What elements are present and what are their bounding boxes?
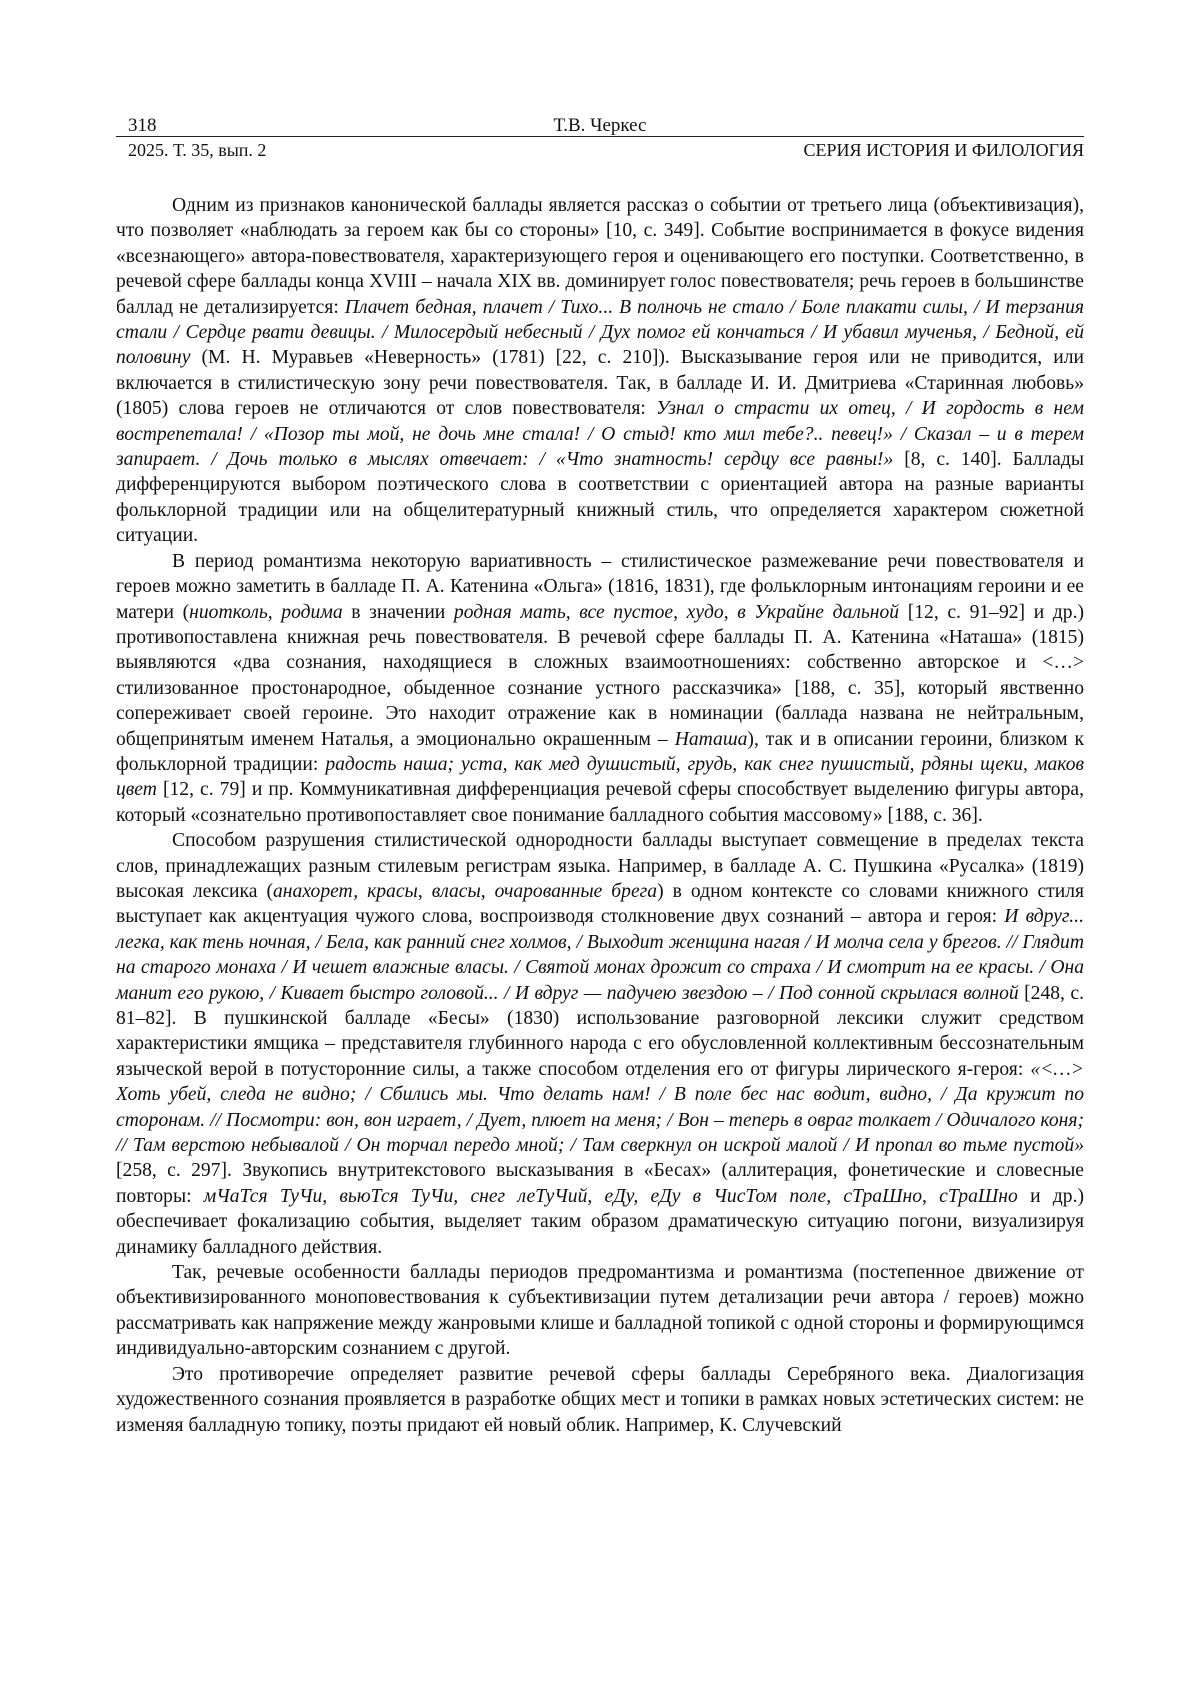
quoted-verse: И вдруг... легка, как тень ночная, / Бела, как ранний снег холмов, / Выходит женщина нагая / И молча села у брегов. // Глядит на старого монаха / И чешет влажные власы. / Святой монах дрожит со страха / И смотрит на ее красы. / Она манит его рукою, / Кивает быстро головой... / И вдруг — падучею звездою – / Под сонной скрылася волной	[116, 906, 1084, 1004]
text-run: ) в одном контексте со словами книжного стиля выступает как акцентуация чужого слова, воспроизводя столкновение двух сознаний – автора и героя:	[116, 880, 1085, 928]
quoted-verse: мЧаТся ТуЧи, вьюТся ТуЧи, снег леТуЧий, еДу, еДу в ЧисТом поле, сТраШно, сТраШно	[203, 1185, 1018, 1207]
quoted-verse: Наташа	[674, 728, 748, 750]
text-run: [12, с. 91–92] и др.) противопоставлена книжная речь повествователя. В речевой сфере баллады П. А. Катенина «Наташа» (1815) выявляются «два сознания, находящиеся в сложных взаимоотношениях: собственно авторское и <…> стилизованное простонародное, обыденное сознание устного рассказчика» [188, с. 35], который явственно сопереживает своей героине. Это находит отражение как в номинации (баллада названа не нейтральным, общепринятым именем Наталья, а эмоционально окрашенным –	[116, 601, 1084, 750]
article-body	[116, 193, 1084, 1438]
quoted-verse: ниотколь, родима	[189, 601, 343, 623]
text-run: Так, речевые особенности баллады периодов предромантизма и романтизма (постепенное движение от объективизированного моноповествования к субъективизации путем детализации речи автора / героев) можно рассматривать как напряжение между жанровыми клише и балладной топикой с одной стороны и формирующимся индивидуально-авторским сознанием с другой.	[116, 1262, 1084, 1360]
text-run: в значении	[342, 601, 454, 623]
text-run: [258, с. 297]. Звукопись внутритекстового высказывания в «Бесах» (аллитерация, фонетические и словесные повторы:	[116, 1160, 1084, 1207]
text-run: [248, с. 81–82]. В пушкинской балладе «Бесы» (1830) использование разговорной лексики служит средством характеристики ямщика – представителя глубинного народа с его обусловленной коллективным бессознательным языческой верой в потусторонние силы, а также способом отделения его от фигуры лирического я-героя:	[116, 982, 1084, 1080]
journal-series: СЕРИЯ ИСТОРИЯ И ФИЛОЛОГИЯ	[803, 140, 1084, 160]
quoted-verse: родная мать, все пустое, худо, в Украйне дальной	[453, 601, 900, 623]
text-run: В период романтизма некоторую вариативность – стилистическое размежевание речи повествователя и героев можно заметить в балладе П. А. Катенина «Ольга» (1816, 1831), где фольклорным интонациям героини и ее матери (	[116, 550, 1084, 623]
journal-volume: 2025. Т. 35, вып. 2	[128, 140, 267, 160]
text-run: [12, с. 79] и пр. Коммуникативная дифференциация речевой сферы способствует выделению фигуры автора, который «сознательно противопоставляет свое понимание балладного события массовому» [188, с. 36].	[116, 779, 1084, 826]
text-run: Это противоречие определяет развитие речевой сферы баллады Серебряного века. Диалогизация художественного сознания проявляется в разработке общих мест и топики в рамках новых эстетических систем: не изменяя балладную топику, поэты придают ей новый облик. Например, К. Случевский	[116, 1363, 1084, 1436]
text-run: ), так и в описании героини, близком к фольклорной традиции:	[116, 728, 1084, 775]
running-header	[116, 112, 1084, 136]
paragraph-1	[116, 193, 1084, 549]
text-run: [8, с. 140]. Баллады дифференцируются выбором поэтического слова в соответствии с ориентацией автора на разные варианты фольклорной традиции или на общелитературный книжный стиль, что определяется характером сюжетной ситуации.	[116, 449, 1084, 547]
quoted-verse: «<…> Хоть убей, следа не видно; / Сбились мы. Что делать нам! / В поле бес нас водит, видно, / Да кружит по сторонам. // Посмотри: вон, вон играет, / Дует, плюет на меня; / Вон – теперь в овраг толкает / Одичалого коня; // Там верстою небывалой / Он торчал передо мной; / Там сверкнул он искрой малой / И пропал во тьме пустой»	[116, 1058, 1084, 1157]
text-run: (М. Н. Муравьев «Неверность» (1781) [22, с. 210]). Высказывание героя или не приводится, или включается в стилистическую зону речи повествователя. Так, в балладе И. И. Дмитриева «Старинная любовь» (1805) слова героев не отличаются от слов повествователя:	[116, 347, 1084, 420]
quoted-verse: анахорет, красы, власы, очарованные брега	[273, 880, 658, 902]
quoted-verse: радость наша; уста, как мед душистый, грудь, как снег пушистый, рдяны щеки, маков цвет	[116, 753, 1085, 801]
quoted-verse: Плачет бедная, плачет / Тихо... В полночь не стало / Боле плакати силы, / И терзания стали / Сердце рвати девицы. / Милосердый небесный / Дух помог ей кончаться / И убавил мученья, / Бедной, ей половину	[116, 296, 1084, 369]
journal-info	[116, 137, 1084, 163]
paragraph-3	[116, 828, 1084, 1260]
journal-page	[116, 112, 1084, 1438]
quoted-verse: Узнал о страсти их отец, / И гордость в нем вострепетала! / «Позор ты мой, не дочь мне стала! / О стыд! кто мил тебе?.. певец!» / Сказал – и в терем запирает. / Дочь только в мыслях отвечает: / «Что знатность! сердцу все равны!»	[116, 398, 1084, 471]
text-run: Способом разрушения стилистической однородности баллады выступает совмещение в пределах текста слов, принадлежащих разным стилевым регистрам языка. Например, в балладе А. С. Пушкина «Русалка» (1819) высокая лексика (	[116, 830, 1084, 902]
paragraph-4	[116, 1260, 1084, 1362]
paragraph-2	[116, 549, 1084, 828]
page-number: 318	[128, 115, 157, 136]
text-run: и др.) обеспечивает фокализацию события, выделяет таким образом драматическую ситуацию погони, визуализируя динамику балладного действия.	[116, 1185, 1084, 1258]
text-run: Одним из признаков канонической баллады является рассказ о событии от третьего лица (объективизация), что позволяет «наблюдать за героем как бы со стороны» [10, с. 349]. Событие воспринимается в фокусе видения «всезнающего» автора-повествователя, характеризующего героя и оценивающего его поступки. Соответственно, в речевой сфере баллады конца XVIII – начала XIX вв. доминирует голос повествователя; речь героев в большинстве баллад не детализируется:	[116, 195, 1084, 318]
running-author: Т.В. Черкес	[553, 115, 647, 136]
paragraph-5	[116, 1362, 1084, 1438]
